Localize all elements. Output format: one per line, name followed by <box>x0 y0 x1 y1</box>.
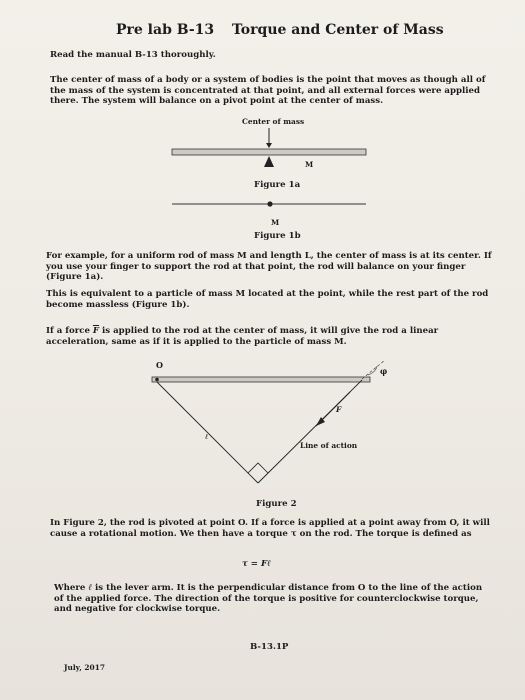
figure2-paragraph: In Figure 2, the rod is pivoted at point O. If a force is applied at a point away from O, it will cause a rotational motion. We then have a torque τ on the rod. The torque is defined as <box>50 518 490 539</box>
lab-title: Pre lab B-13 <box>116 22 215 38</box>
force-label: F <box>336 405 342 414</box>
figure1a-caption: Figure 1a <box>254 180 301 190</box>
angle-reference-line <box>362 360 388 379</box>
lever-arm-line <box>157 382 258 483</box>
force-paragraph: If a force $\overline{F}$ is applied to the rod at the center of mass, it will give the rod a linear acceleration, same as if it is applied to the particle of mass M. <box>46 326 439 347</box>
figure2-caption: Figure 2 <box>256 499 297 509</box>
figure1a-mass-label: M <box>305 160 314 169</box>
line-of-action-label: Line of action <box>300 441 358 450</box>
figure2-diagram <box>152 360 388 483</box>
figure1a-diagram <box>172 128 366 167</box>
example-paragraph: For example, for a uniform rod of mass M and length L, the center of mass is at its center. If you use your finger to support the rod at that point, the rod will balance on your finger (Figure 1a). <box>46 251 492 283</box>
intro-paragraph: The center of mass of a body or a system of bodies is the point that moves as though all of the mass of the system is concentrated at that point, and all external forces were applied there. The system will balance on a pivot point at the center of mass. <box>50 75 486 107</box>
read-instruction: Read the manual B-13 thoroughly. <box>50 50 216 60</box>
point-mass <box>267 201 272 206</box>
figure1b-mass-label: M <box>271 218 280 227</box>
page-title: Torque and Center of Mass <box>232 22 444 38</box>
pivot-label: O <box>156 360 163 370</box>
force-vector-symbol: $\overline{F}$ <box>92 326 100 336</box>
lever-arm-paragraph: Where ℓ is the lever arm. It is the perpendicular distance from O to the line of the action of the applied force. The direction of the torque is positive for counterclockwise torque, and negative for clockwise torque. <box>54 583 483 615</box>
date-footer: July, 2017 <box>64 663 105 672</box>
torque-equation: τ = Fℓ <box>242 559 271 569</box>
finger-support <box>264 156 274 167</box>
lever-arm-symbol: ℓ <box>88 583 93 593</box>
uniform-rod <box>172 149 366 155</box>
figure1b-diagram <box>172 201 366 206</box>
equivalent-paragraph: This is equivalent to a particle of mass M located at the point, while the rest part of the rod become massless (Figure 1b). <box>46 289 489 310</box>
pivot-point <box>155 378 159 382</box>
lever-arm-label: ℓ <box>205 432 209 441</box>
angle-label: φ <box>380 366 388 376</box>
page-number: B-13.1P <box>250 642 289 652</box>
figure1b-caption: Figure 1b <box>254 231 301 241</box>
right-angle-mark <box>248 463 268 473</box>
pivoted-rod <box>152 377 370 382</box>
center-of-mass-label: Center of mass <box>242 117 305 126</box>
pointer-arrowhead <box>266 143 272 148</box>
